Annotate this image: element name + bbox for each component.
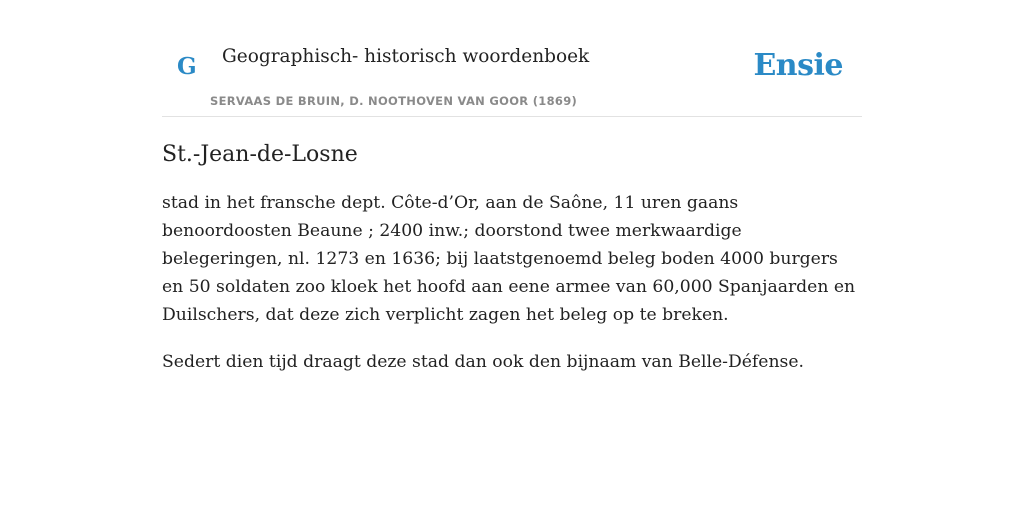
page-header bbox=[162, 0, 862, 117]
book-title-link[interactable]: Geographisch- historisch woordenboek bbox=[222, 46, 590, 67]
book-authors: SERVAAS DE BRUIN, D. NOOTHOVEN VAN GOOR (1869) bbox=[210, 94, 578, 108]
entry-title: St.-Jean-de-Losne bbox=[162, 142, 358, 167]
page bbox=[162, 0, 862, 376]
entry-body bbox=[162, 189, 862, 376]
ensie-logo-link[interactable]: Ensie bbox=[753, 48, 843, 83]
book-initial-link[interactable]: G bbox=[177, 53, 197, 80]
entry-paragraph: Sedert dien tijd draagt deze stad dan ook den bijnaam van Belle-Défense. bbox=[162, 352, 804, 373]
entry-paragraph: stad in het fransche dept. Côte-d’Or, aan de Saône, 11 uren gaans benoordoosten Beaune ; 2400 inw.; doorstond twee merkwaardige belegeringen, nl. 1273 en 1636; bij laatstgenoemd beleg boden 4000 burgers en 50 soldaten zoo kloek het hoofd aan eene armee van 60,000 Spanjaarden en Duilschers, dat deze zich verplicht zagen het beleg op te breken. bbox=[162, 193, 856, 326]
